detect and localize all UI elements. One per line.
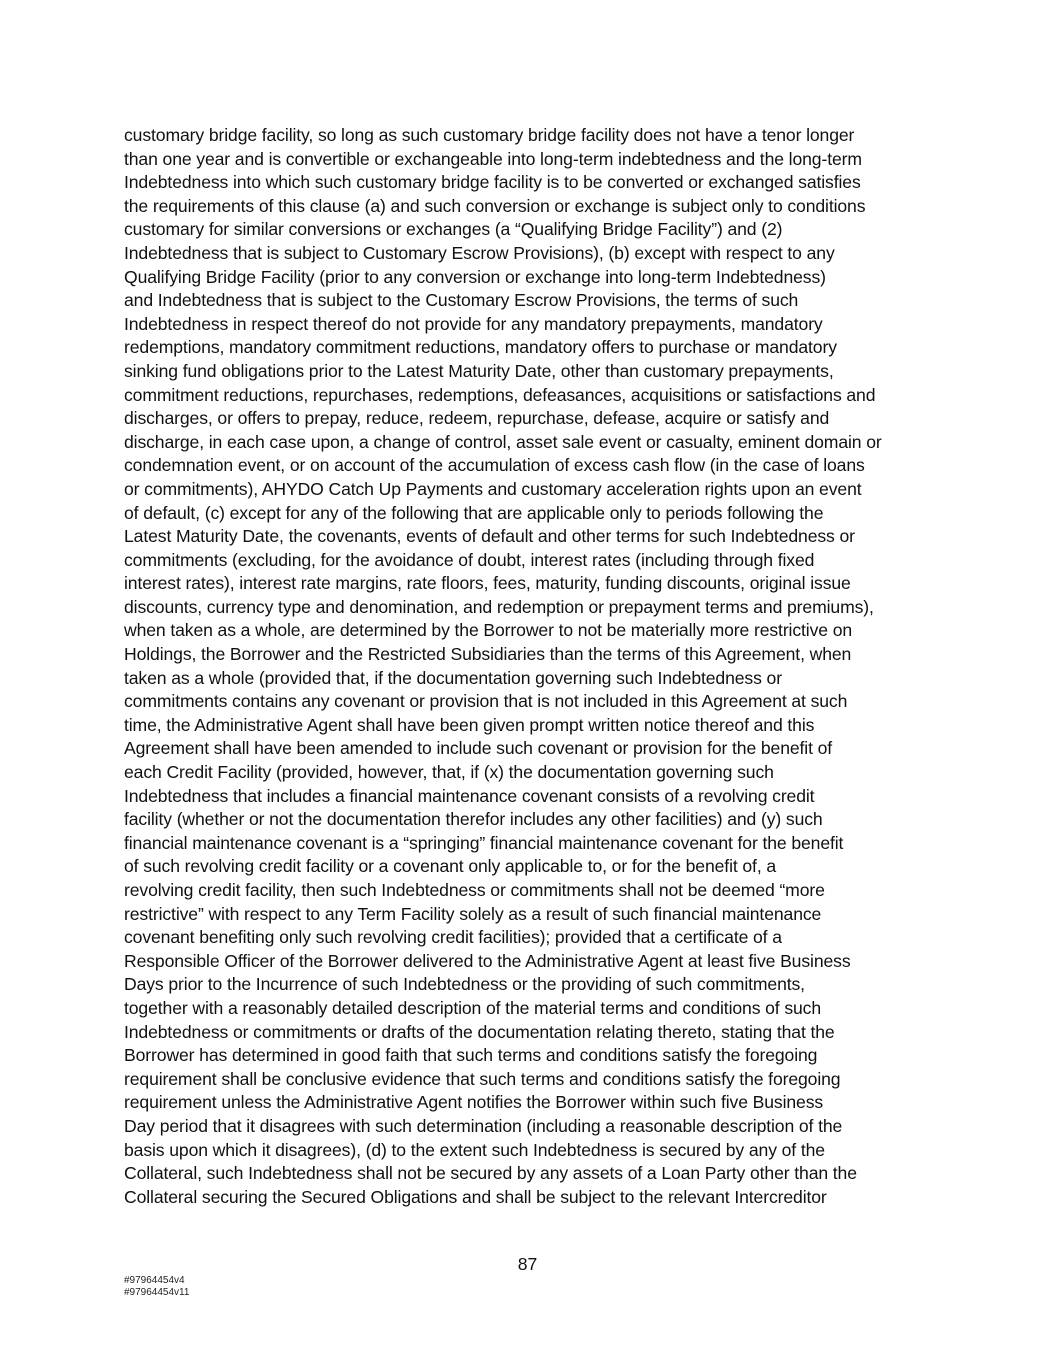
text-line: Indebtedness that includes a financial maintenance covenant consists of a revolving credit: [124, 785, 815, 806]
text-line: of default, (c) except for any of the following that are applicable only to periods following the: [124, 502, 824, 523]
text-line: facility (whether or not the documentation therefor includes any other facilities) and (y) such: [124, 809, 823, 830]
text-line: together with a reasonably detailed description of the material terms and conditions of such: [124, 997, 822, 1018]
text-line: discounts, currency type and denomination, and redemption or prepayment terms and premiums),: [124, 596, 874, 617]
text-line: redemptions, mandatory commitment reductions, mandatory offers to purchase or mandatory: [124, 337, 837, 358]
text-line: Indebtedness in respect thereof do not provide for any mandatory prepayments, mandatory: [124, 313, 823, 334]
document-id: #97964454v4: [124, 1275, 185, 1286]
body-paragraph: [124, 124, 936, 1209]
text-line: condemnation event, or on account of the accumulation of excess cash flow (in the case of loans: [124, 455, 865, 476]
text-line: commitments contains any covenant or provision that is not included in this Agreement at such: [124, 691, 848, 712]
text-line: or commitments), AHYDO Catch Up Payments and customary acceleration rights upon an event: [124, 478, 862, 499]
text-line: Borrower has determined in good faith that such terms and conditions satisfy the foregoing: [124, 1045, 818, 1066]
text-line: customary for similar conversions or exchanges (a “Qualifying Bridge Facility”) and (2): [124, 219, 783, 240]
text-line: revolving credit facility, then such Indebtedness or commitments shall not be deemed “more: [124, 880, 825, 900]
text-line: Indebtedness into which such customary bridge facility is to be converted or exchanged satisfies: [124, 172, 861, 193]
text-line: restrictive” with respect to any Term Facility solely as a result of such financial maintenance: [124, 903, 822, 924]
text-line: the requirements of this clause (a) and such conversion or exchange is subject only to conditions: [124, 195, 866, 216]
text-line: discharges, or offers to prepay, reduce, redeem, repurchase, defease, acquire or satisfy and: [124, 408, 830, 429]
page-number: 87: [517, 1254, 538, 1274]
text-line: Latest Maturity Date, the covenants, events of default and other terms for such Indebtedness or: [124, 526, 855, 547]
text-line: Collateral securing the Secured Obligations and shall be subject to the relevant Intercreditor: [124, 1186, 827, 1207]
text-line: Indebtedness that is subject to Customary Escrow Provisions), (b) except with respect to any: [124, 242, 835, 263]
text-line: interest rates), interest rate margins, rate floors, fees, maturity, funding discounts, original issue: [124, 573, 851, 594]
text-line: time, the Administrative Agent shall have been given prompt written notice thereof and this: [124, 714, 815, 735]
text-line: sinking fund obligations prior to the Latest Maturity Date, other than customary prepayments,: [124, 360, 834, 381]
text-line: requirement unless the Administrative Agent notifies the Borrower within such five Business: [124, 1092, 824, 1113]
text-line: basis upon which it disagrees), (d) to the extent such Indebtedness is secured by any of the: [124, 1139, 825, 1160]
text-line: each Credit Facility (provided, however, that, if (x) the documentation governing such: [124, 762, 774, 783]
text-line: and Indebtedness that is subject to the Customary Escrow Provisions, the terms of such: [124, 290, 799, 311]
document-id: #97964454v11: [124, 1286, 190, 1298]
text-line: Day period that it disagrees with such determination (including a reasonable description of the: [124, 1115, 843, 1136]
text-line: Collateral, such Indebtedness shall not be secured by any assets of a Loan Party other than the: [124, 1163, 857, 1184]
text-line: customary bridge facility, so long as such customary bridge facility does not have a tenor longer: [124, 125, 855, 145]
text-line: covenant benefiting only such revolving credit facilities); provided that a certificate of a: [124, 927, 782, 948]
text-line: financial maintenance covenant is a “springing” financial maintenance covenant for the benefit: [124, 832, 844, 853]
text-line: commitment reductions, repurchases, redemptions, defeasances, acquisitions or satisfactions and: [124, 384, 876, 405]
text-line: Qualifying Bridge Facility (prior to any conversion or exchange into long-term Indebtedness): [124, 266, 826, 287]
text-line: than one year and is convertible or exchangeable into long-term indebtedness and the long-term: [124, 148, 862, 169]
text-line: discharge, in each case upon, a change of control, asset sale event or casualty, eminent domain or: [124, 431, 882, 452]
text-line: Days prior to the Incurrence of such Indebtedness or the providing of such commitments,: [124, 974, 805, 995]
text-line: taken as a whole (provided that, if the documentation governing such Indebtedness or: [124, 667, 782, 688]
text-line: of such revolving credit facility or a covenant only applicable to, or for the benefit of, a: [124, 856, 777, 877]
text-line: Responsible Officer of the Borrower delivered to the Administrative Agent at least five Business: [124, 950, 851, 971]
text-line: Indebtedness or commitments or drafts of the documentation relating thereto, stating that the: [124, 1021, 835, 1042]
text-line: Holdings, the Borrower and the Restricted Subsidiaries than the terms of this Agreement, when: [124, 644, 852, 665]
text-line: when taken as a whole, are determined by the Borrower to not be materially more restrictive on: [124, 620, 853, 641]
document-id-footer: [124, 1275, 189, 1298]
text-line: requirement shall be conclusive evidence that such terms and conditions satisfy the foregoing: [124, 1068, 841, 1089]
text-line: Agreement shall have been amended to include such covenant or provision for the benefit of: [124, 738, 833, 759]
text-line: commitments (excluding, for the avoidance of doubt, interest rates (including through fixed: [124, 549, 815, 570]
